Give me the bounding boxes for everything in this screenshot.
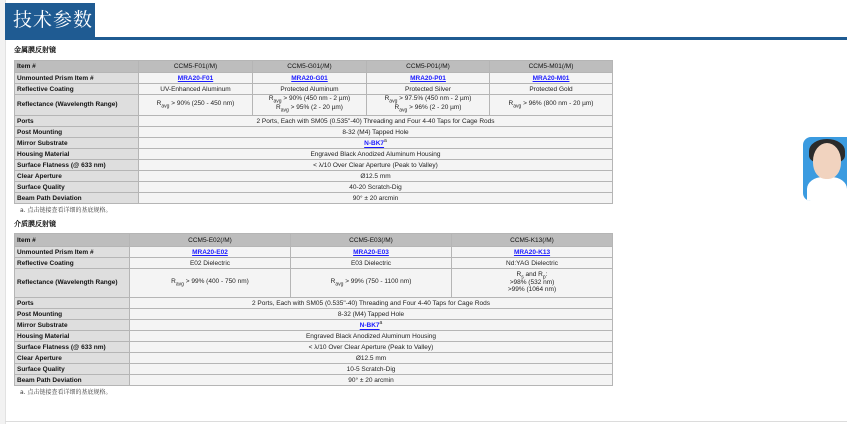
header-col: CCM5-K13(/M) — [452, 234, 613, 247]
table-cell: $R_{avg} > 90\%$ (250 - 450 nm) — [139, 95, 253, 116]
row-label: Reflective Coating — [15, 84, 139, 95]
header-col: CCM5-P01(/M) — [367, 61, 490, 73]
table-cell: $R_{avg} > 99\%$ (750 - 1100 nm) — [291, 269, 452, 298]
table-cell — [139, 138, 613, 149]
table-cell — [130, 320, 613, 331]
table-cell: 2 Ports, Each with SM05 (0.535"-40) Threading and Four 4-40 Taps for Cage Rods — [139, 116, 613, 127]
table-cell: $R_{avg} > 96\%$ (800 nm - 20 µm) — [490, 95, 613, 116]
table-cell: Protected Gold — [490, 84, 613, 95]
row-label: Reflectance (Wavelength Range) — [15, 95, 139, 116]
metal-spec-table — [14, 60, 613, 204]
prism-link[interactable]: MRA20-F01 — [177, 74, 214, 82]
table-cell: $R_{avg} > 90\%$ (450 nm - 2 µm) $R_{avg} > 95\%$ (2 - 20 µm) — [253, 95, 367, 116]
row-label: Mirror Substrate — [15, 320, 130, 331]
table-cell: Ø12.5 mm — [139, 171, 613, 182]
row-label: Housing Material — [15, 149, 139, 160]
table-row — [15, 331, 613, 342]
table-row — [15, 364, 613, 375]
dielectric-section-title: 介质膜反射镜 — [14, 220, 56, 228]
row-label: Unmounted Prism Item # — [15, 247, 130, 258]
table-row — [15, 160, 613, 171]
table-cell: 90° ± 20 arcmin — [139, 193, 613, 204]
row-label: Surface Flatness (@ 633 nm) — [15, 160, 139, 171]
table-cell: < λ/10 Over Clear Aperture (Peak to Valley) — [139, 160, 613, 171]
table-header-row — [15, 61, 613, 73]
row-label: Reflective Coating — [15, 258, 130, 269]
table-cell: 10-5 Scratch-Dig — [130, 364, 613, 375]
table-cell: 90° ± 20 arcmin — [130, 375, 613, 386]
table-cell: E03 Dielectric — [291, 258, 452, 269]
prism-link[interactable]: MRA20-E02 — [192, 248, 228, 256]
dielectric-spec-table — [14, 233, 613, 386]
table-cell: 8-32 (M4) Tapped Hole — [139, 127, 613, 138]
substrate-link[interactable]: N-BK7 — [364, 140, 385, 148]
row-label: Reflectance (Wavelength Range) — [15, 269, 130, 298]
table-cell: $R_{avg} > 97.5\%$ (450 nm - 2 µm) $R_{avg} > 96\%$ (2 - 20 µm) — [367, 95, 490, 116]
table-cell: $R_{avg} > 99\%$ (400 - 750 nm) — [130, 269, 291, 298]
prism-link[interactable]: MRA20-E03 — [353, 248, 389, 256]
row-label: Ports — [15, 298, 130, 309]
header-col: CCM5-E02(/M) — [130, 234, 291, 247]
table-cell: Engraved Black Anodized Aluminum Housing — [139, 149, 613, 160]
title-bar — [5, 3, 847, 40]
table-header-row — [15, 234, 613, 247]
table-row — [15, 193, 613, 204]
table-cell: Nd:YAG Dielectric — [452, 258, 613, 269]
table-row — [15, 73, 613, 84]
header-item: Item # — [15, 61, 139, 73]
header-col: CCM5-M01(/M) — [490, 61, 613, 73]
table-cell: UV-Enhanced Aluminum — [139, 84, 253, 95]
customer-service-widget[interactable] — [803, 137, 847, 201]
table-cell: Ø12.5 mm — [130, 353, 613, 364]
row-label: Housing Material — [15, 331, 130, 342]
header-col: CCM5-F01(/M) — [139, 61, 253, 73]
table-row — [15, 182, 613, 193]
table-row — [15, 353, 613, 364]
table-cell: Protected Aluminum — [253, 84, 367, 95]
table-cell: Engraved Black Anodized Aluminum Housing — [130, 331, 613, 342]
table-row — [15, 298, 613, 309]
table-row — [15, 116, 613, 127]
footnote-marker: a — [384, 138, 387, 145]
table-row — [15, 258, 613, 269]
table-row — [15, 342, 613, 353]
table-row — [15, 84, 613, 95]
prism-link[interactable]: MRA20-K13 — [513, 248, 551, 256]
table-row — [15, 138, 613, 149]
row-label: Clear Aperture — [15, 171, 139, 182]
dielectric-footnote: a. 点击链接查看详细的基底规格。 — [20, 389, 112, 396]
customer-service-avatar-icon — [807, 177, 847, 201]
row-label: Unmounted Prism Item # — [15, 73, 139, 84]
row-label: Post Mounting — [15, 127, 139, 138]
table-row — [15, 320, 613, 331]
substrate-link[interactable]: N-BK7 — [359, 322, 380, 330]
footnote-marker: a — [379, 320, 383, 327]
row-label: Beam Path Deviation — [15, 375, 130, 386]
table-row — [15, 171, 613, 182]
row-label: Surface Quality — [15, 364, 130, 375]
header-item: Item # — [15, 234, 130, 247]
row-label: Clear Aperture — [15, 353, 130, 364]
left-frame — [0, 0, 6, 424]
table-cell: E02 Dielectric — [130, 258, 291, 269]
table-cell: Protected Silver — [367, 84, 490, 95]
row-label: Post Mounting — [15, 309, 130, 320]
table-row — [15, 95, 613, 116]
table-row — [15, 375, 613, 386]
prism-link[interactable]: MRA20-M01 — [532, 74, 570, 82]
metal-section-title: 金属膜反射镜 — [14, 46, 56, 54]
table-row — [15, 269, 613, 298]
prism-link[interactable]: MRA20-P01 — [410, 74, 446, 82]
metal-footnote: a. 点击链接查看详细的基底规格。 — [20, 207, 112, 214]
table-cell: 40-20 Scratch-Dig — [139, 182, 613, 193]
table-row — [15, 247, 613, 258]
row-label: Surface Quality — [15, 182, 139, 193]
row-label: Ports — [15, 116, 139, 127]
table-cell: $R_s$ and $R_p$: >98% (532 nm) >99% (1064 nm) — [452, 269, 613, 298]
header-col: CCM5-E03(/M) — [291, 234, 452, 247]
header-col: CCM5-G01(/M) — [253, 61, 367, 73]
row-label: Beam Path Deviation — [15, 193, 139, 204]
prism-link[interactable]: MRA20-G01 — [291, 74, 328, 82]
table-row — [15, 149, 613, 160]
table-row — [15, 309, 613, 320]
bottom-frame — [5, 421, 847, 422]
table-row — [15, 127, 613, 138]
table-cell: 8-32 (M4) Tapped Hole — [130, 309, 613, 320]
page-title: 技术参数 — [5, 3, 95, 37]
row-label: Surface Flatness (@ 633 nm) — [15, 342, 130, 353]
table-cell: < λ/10 Over Clear Aperture (Peak to Valley) — [130, 342, 613, 353]
table-cell: 2 Ports, Each with SM05 (0.535"-40) Threading and Four 4-40 Taps for Cage Rods — [130, 298, 613, 309]
row-label: Mirror Substrate — [15, 138, 139, 149]
